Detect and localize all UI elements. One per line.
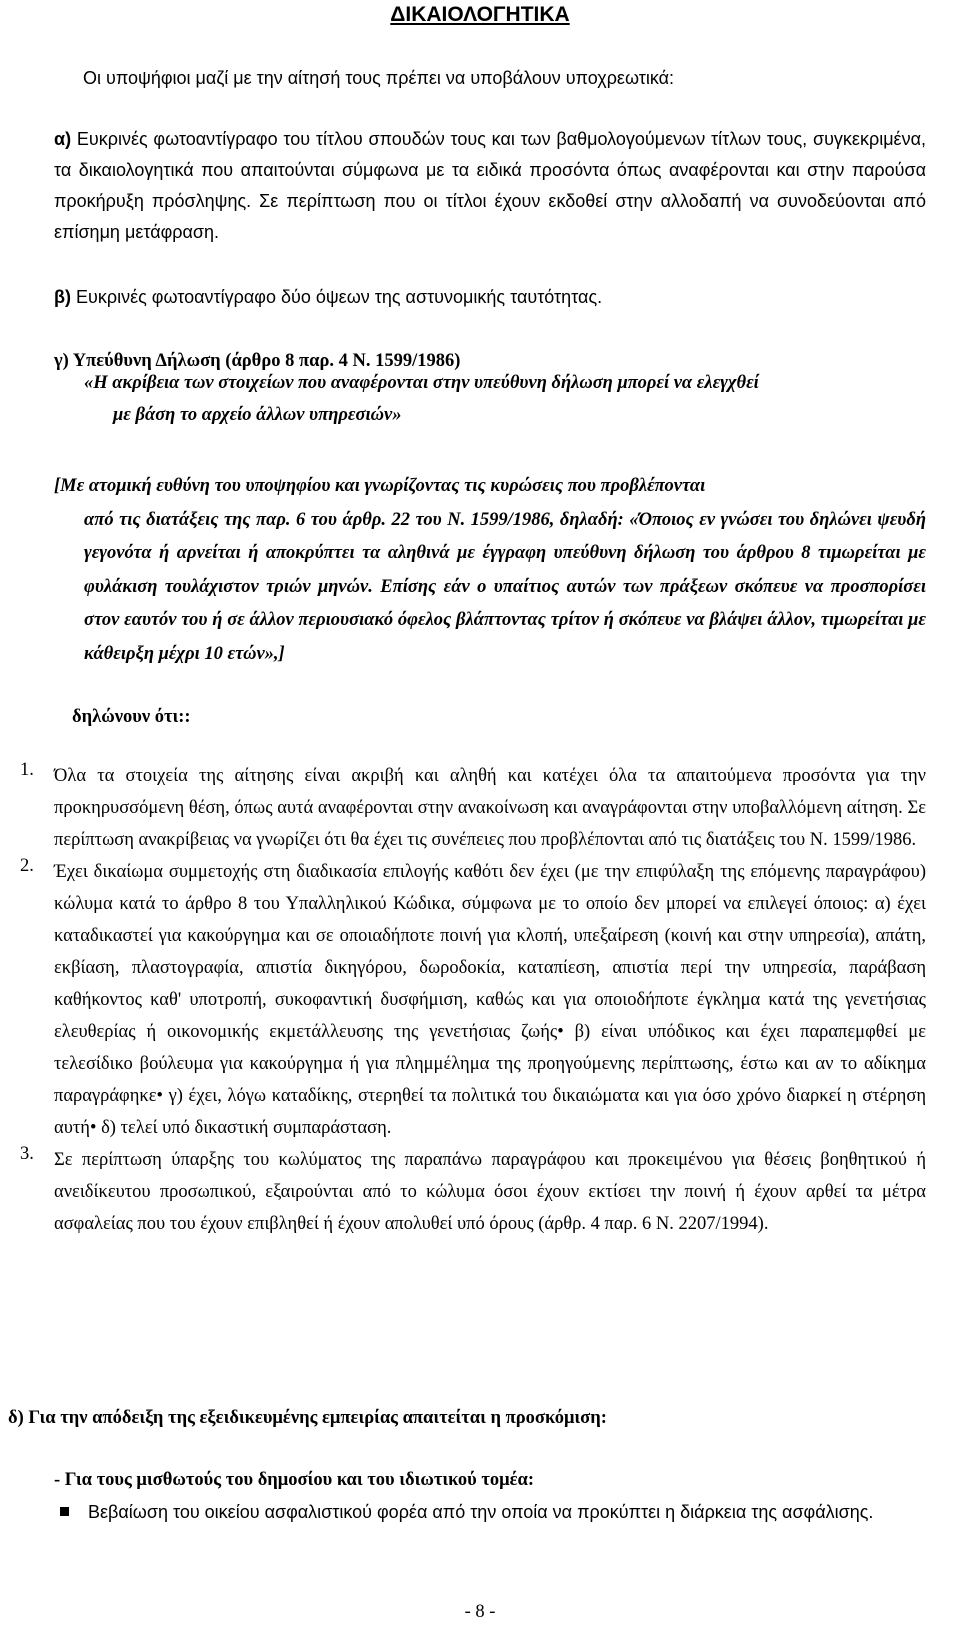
list-item-text: Έχει δικαίωμα συμμετοχής στη διαδικασία επιλογής καθότι δεν έχει (με την επιφύλαξη της επόμενης παραγράφου) κώλυμα κατά το άρθρο 8 του Υπαλληλικού Κώδικα, σύμφωνα με το οποίο δεν μπορεί να επιλεγεί όποιος: α) έχει καταδικαστεί για κακούργημα και σε οποιαδήποτε ποινή για κλοπή, υπεξαίρεση (κοινή και στην υπηρεσία), απάτη, εκβίαση, πλαστογραφία, απιστία δικηγόρου, δωροδοκία, καταπίεση, απιστία περί την υπηρεσία, παράβαση καθήκοντος καθ' υποτροπή, συκοφαντική δυσφήμιση, καθώς και για οποιοδήποτε έγκλημα κατά της γενετήσιας ελευθερίας ή οικονομικής εκμετάλλευσης της γενετήσιας ζωής• β) είναι υπόδικος και έχει παραπεμφθεί με τελεσίδικο βούλευμα για κακούργημα ή για πλημμέλημα της προηγούμενης περίπτωσης, έστω και αν το αδίκημα παραγράφηκε• γ) έχει, λόγω καταδίκης, στερηθεί τα πολιτικά του δικαιώματα και για όσο χρόνο διαρκεί η στέρηση αυτή• δ) τελεί υπό δικαστική συμπαράσταση. <box>54 862 926 1138</box>
legal-warning <box>30 470 926 671</box>
item-a-label: α) <box>54 129 72 149</box>
item-g-heading: γ) Υπεύθυνη Δήλωση (άρθρο 8 παρ. 4 Ν. 1599/1986) <box>54 351 461 371</box>
intro-text: Οι υποψήφιοι μαζί με την αίτησή τους πρέπει να υποβάλουν υποχρεωτικά: <box>83 68 675 88</box>
list-item <box>0 1144 960 1240</box>
item-b-label: β) <box>54 287 71 307</box>
declarations-list <box>0 760 960 1240</box>
item-b-paragraph <box>54 282 926 313</box>
list-item-text: Όλα τα στοιχεία της αίτησης είναι ακριβή και αληθή και κατέχει όλα τα απαιτούμενα προσόντα για την προκηρυσσόμενη θέση, όπως αυτά αναφέρονται στην ανακοίνωση και αναγράφονται στην υποβαλλόμενη αίτηση. Σε περίπτωση ανακρίβειας να γνωρίζει ότι θα έχει τις συνέπειες που προβλέπονται από τις διατάξεις του Ν. 1599/1986. <box>54 766 926 850</box>
list-item-number: 2. <box>20 856 34 876</box>
employees-subheading: - Για τους μισθωτούς του δημοσίου και του ιδιωτικού τομέα: <box>54 1470 534 1490</box>
declare-label: δηλώνουν ότι:: <box>72 707 191 727</box>
bullet-text: Βεβαίωση του οικείου ασφαλιστικού φορέα από την οποία να προκύπτει η διάρκεια της ασφάλισης. <box>88 1502 874 1522</box>
warning-rest: από τις διατάξεις της παρ. 6 του άρθρ. 22 του Ν. 1599/1986, δηλαδή: «Όποιος εν γνώσει του δηλώνει ψευδή γεγονότα ή αρνείται ή αποκρύπτει τα αληθινά με έγγραφη υπεύθυνη δήλωση του άρθρου 8 τιμωρείται με φυλάκιση τουλάχιστον τριών μηνών. Επίσης εάν ο υπαίτιος αυτών των πράξεων σκόπευε να προσπορίσει στον εαυτόν του ή σε άλλον περιουσιακό όφελος βλάπτοντας τρίτον ή σκόπευε να βλάψει άλλον, τιμωρείται με κάθειρξη μέχρι 10 ετών»,] <box>84 509 926 664</box>
item-b-text: Ευκρινές φωτοαντίγραφο δύο όψεων της αστυνομικής ταυτότητας. <box>70 287 603 307</box>
item-a-text: Ευκρινές φωτοαντίγραφο του τίτλου σπουδών τους και των βαθμολογούμενων τίτλων τους, συγκεκριμένα, τα δικαιολογητικά που απαιτούνται σύμφωνα με τα ειδικά προσόντα όπως αναφέρονται και στην παρούσα προκήρυξη πρόσληψης. Σε περίπτωση που οι τίτλοι έχουν εκδοθεί στην αλλοδαπή να συνοδεύονται από επίσημη μετάφραση. <box>54 129 926 242</box>
warning-line-1: [Με ατομική ευθύνη του υποψηφίου και γνωρίζοντας τις κυρώσεις που προβλέπονται <box>54 476 706 496</box>
list-item <box>0 856 960 1144</box>
list-item <box>0 760 960 856</box>
page-title: ΔΙΚΑΙΟΛΟΓΗΤΙΚΑ <box>390 3 570 26</box>
list-item-number: 3. <box>20 1144 34 1164</box>
quote-line-2: με βάση το αρχείο άλλων υπηρεσιών» <box>113 405 402 425</box>
list-item-text: Σε περίπτωση ύπαρξης του κωλύματος της παραπάνω παραγράφου και προκειμένου για θέσεις βοηθητικού ή ανειδίκευτου προσωπικού, εξαιρούνται από το κώλυμα όσοι έχουν εκτίσει την ποινή ή έχουν αρθεί τα μέτρα ασφαλείας που του έχουν επιβληθεί ή έχουν απολυθεί υπό όρους (άρθρ. 4 παρ. 6 Ν. 2207/1994). <box>54 1150 926 1234</box>
list-item-number: 1. <box>20 760 34 780</box>
page-number: - 8 - <box>464 1602 496 1622</box>
quote-line-1: «Η ακρίβεια των στοιχείων που αναφέρονται στην υπεύθυνη δήλωση μπορεί να ελεγχθεί <box>84 373 759 393</box>
item-a-paragraph <box>54 124 926 248</box>
bullet-item <box>54 1496 926 1528</box>
square-bullet-icon <box>60 1507 69 1516</box>
item-d-heading: δ) Για την απόδειξη της εξειδικευμένης εμπειρίας απαιτείται η προσκόμιση: <box>8 1408 607 1428</box>
